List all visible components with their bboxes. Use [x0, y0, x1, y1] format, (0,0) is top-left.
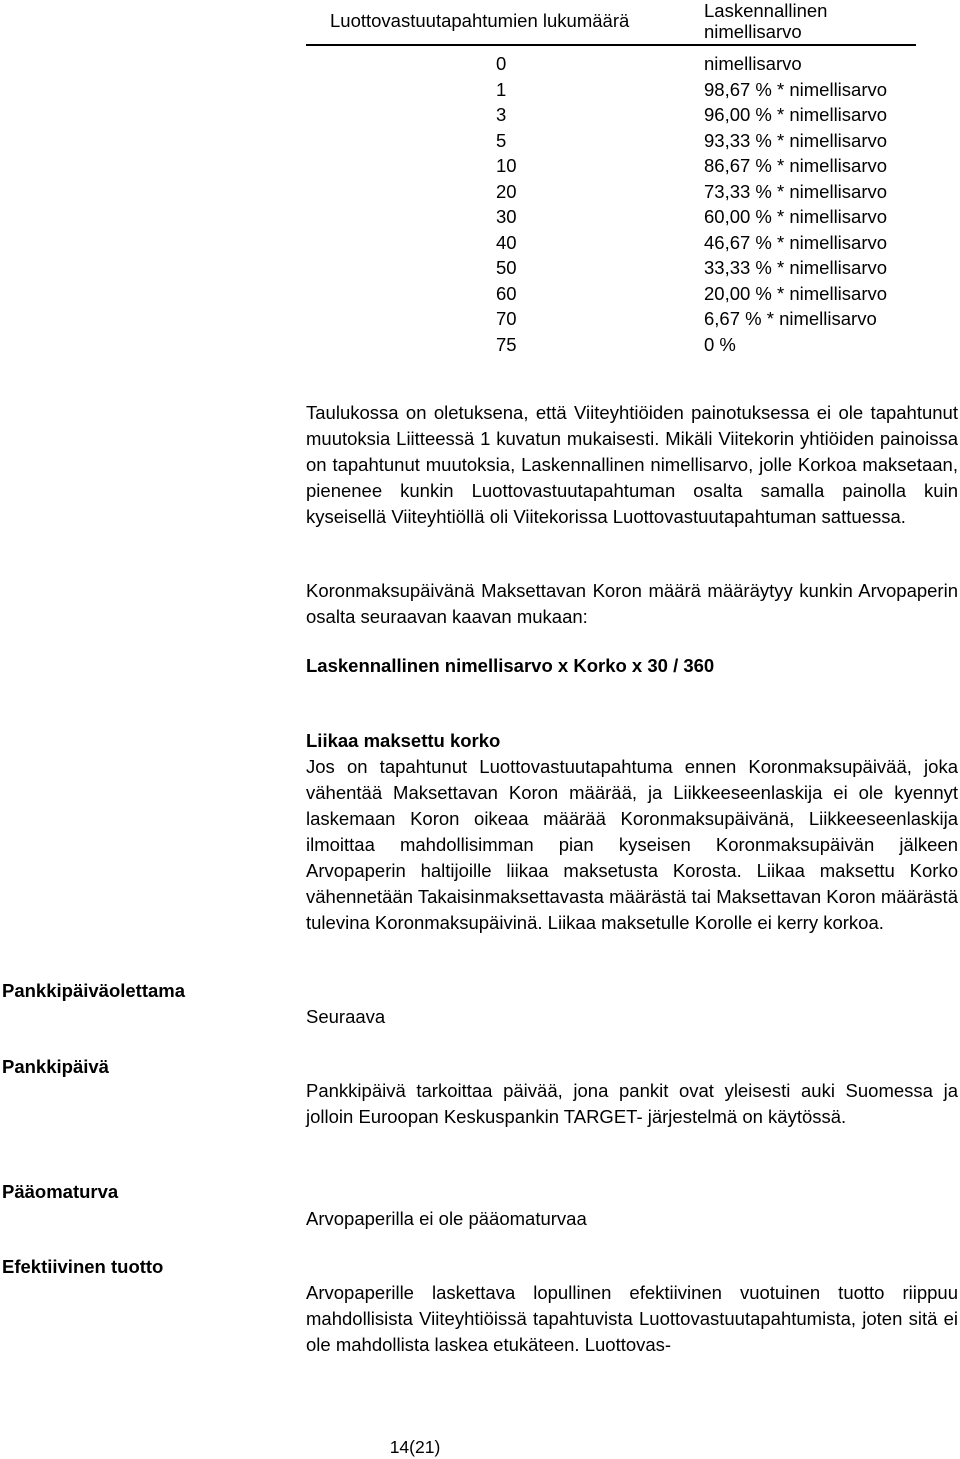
overpaid-interest-text: Jos on tapahtunut Luottovastuutapahtuma ennen Koronmaksupäivää, joka vähentää Maksettavan Koron määrää, ja Liikkeeseenlaskija ei ole kyennyt laskemaan Koron oikeaa määrää Koronmaksupäivänä, Liikkeeseenlaskija ilmoittaa mahdollisimman pian kyseisen Koronmaksupäivän jälkeen Arvopaperin haltijoille liikaa maksetusta Korosta. Liikaa maksettu Korko vähennetään Takaisinmaksettavasta määrästä tai Maksettavan Koron määrästä tulevina Koronmaksupäivinä. Liikaa maksetulle Korolle ei kerry korkoa.: [306, 756, 958, 933]
table-row: [306, 255, 916, 281]
definition-business-day: Pankkipäivä tarkoittaa päivää, jona pankit ovat yleisesti auki Suomessa ja jolloin Euroopan Keskuspankin TARGET- järjestelmä on käytössä.: [306, 1080, 958, 1127]
definition-business-day-convention: Seuraava: [306, 1006, 386, 1027]
row-notional-value: 86,67 % * nimellisarvo: [704, 155, 888, 176]
definition-effective-yield: Arvopaperille laskettava lopullinen efektiivinen vuotuinen tuotto riippuu mahdollisista Viiteyhtiöissä tapahtuvista Luottovastuutapahtumista, joten sitä ei ole mahdollista laskea etukäteen. Luottovas-: [306, 1282, 958, 1355]
row-event-count: 3: [496, 104, 507, 125]
row-notional-value: 96,00 % * nimellisarvo: [704, 104, 888, 125]
table-row: [306, 128, 916, 154]
interest-formula: Laskennallinen nimellisarvo x Korko x 30 / 360: [306, 655, 715, 676]
paragraph-interest-amount: Koronmaksupäivänä Maksettavan Koron määrä määräytyy kunkin Arvopaperin osalta seuraavan kaavan mukaan:: [306, 580, 958, 627]
row-notional-value: 0 %: [704, 333, 736, 355]
paragraph-weighting-note: Taulukossa on oletuksena, että Viiteyhtiöiden painotuksessa ei ole tapahtunut muutoksia Liitteessä 1 kuvatun mukaisesti. Mikäli Viitekorin yhtiöiden painoissa on tapahtunut muutoksia, Laskennallinen nimellisarvo, jolle Korkoa maksetaan, pienenee kunkin Luottovastuutapahtuman osalta samalla painolla kuin kyseisellä Viiteyhtiöllä oli Viitekorissa Luottovastuutapahtuman sattuessa.: [306, 402, 958, 527]
row-notional-value: 6,67 % * nimellisarvo: [704, 308, 877, 329]
term-business-day: Pankkipäivä: [2, 1056, 109, 1077]
row-event-count: 0: [496, 53, 507, 74]
table-row: [306, 332, 916, 358]
row-notional-value: 73,33 % * nimellisarvo: [704, 180, 888, 202]
row-event-count: 1: [496, 78, 507, 100]
row-event-count: 70: [496, 308, 517, 329]
table-row: [306, 77, 916, 103]
row-notional-value: 60,00 % * nimellisarvo: [704, 206, 888, 227]
row-event-count: 50: [496, 257, 517, 278]
term-effective-yield: Efektiivinen tuotto: [2, 1256, 164, 1277]
credit-event-table: [306, 0, 916, 357]
row-event-count: 10: [496, 155, 517, 176]
row-event-count: 40: [496, 231, 517, 253]
row-notional-value: 93,33 % * nimellisarvo: [704, 129, 888, 151]
row-event-count: 60: [496, 282, 517, 304]
overpaid-interest-heading: Liikaa maksettu korko: [306, 730, 501, 751]
row-notional-value: 20,00 % * nimellisarvo: [704, 282, 888, 304]
table-row: [306, 281, 916, 307]
table-body: [306, 51, 916, 357]
term-business-day-convention: Pankkipäiväolettama: [2, 980, 186, 1001]
row-notional-value: nimellisarvo: [704, 53, 802, 74]
term-capital-protection: Pääomaturva: [2, 1181, 119, 1202]
header-notional-value: Laskennallinen nimellisarvo: [704, 0, 828, 42]
row-event-count: 20: [496, 180, 517, 202]
row-event-count: 75: [496, 333, 517, 355]
row-notional-value: 98,67 % * nimellisarvo: [704, 78, 888, 100]
table-row: [306, 179, 916, 205]
header-credit-event-count: Luottovastuutapahtumien lukumäärä: [330, 10, 630, 31]
table-row: [306, 306, 916, 332]
row-notional-value: 33,33 % * nimellisarvo: [704, 257, 888, 278]
table-row: [306, 204, 916, 230]
table-row: [306, 51, 916, 77]
table-row: [306, 102, 916, 128]
table-row: [306, 230, 916, 256]
row-event-count: 5: [496, 129, 507, 151]
table-header: [306, 0, 916, 46]
table-row: [306, 153, 916, 179]
page-number: 14(21): [389, 1437, 441, 1457]
row-notional-value: 46,67 % * nimellisarvo: [704, 231, 888, 253]
definition-capital-protection: Arvopaperilla ei ole pääomaturvaa: [306, 1208, 587, 1229]
row-event-count: 30: [496, 206, 517, 227]
